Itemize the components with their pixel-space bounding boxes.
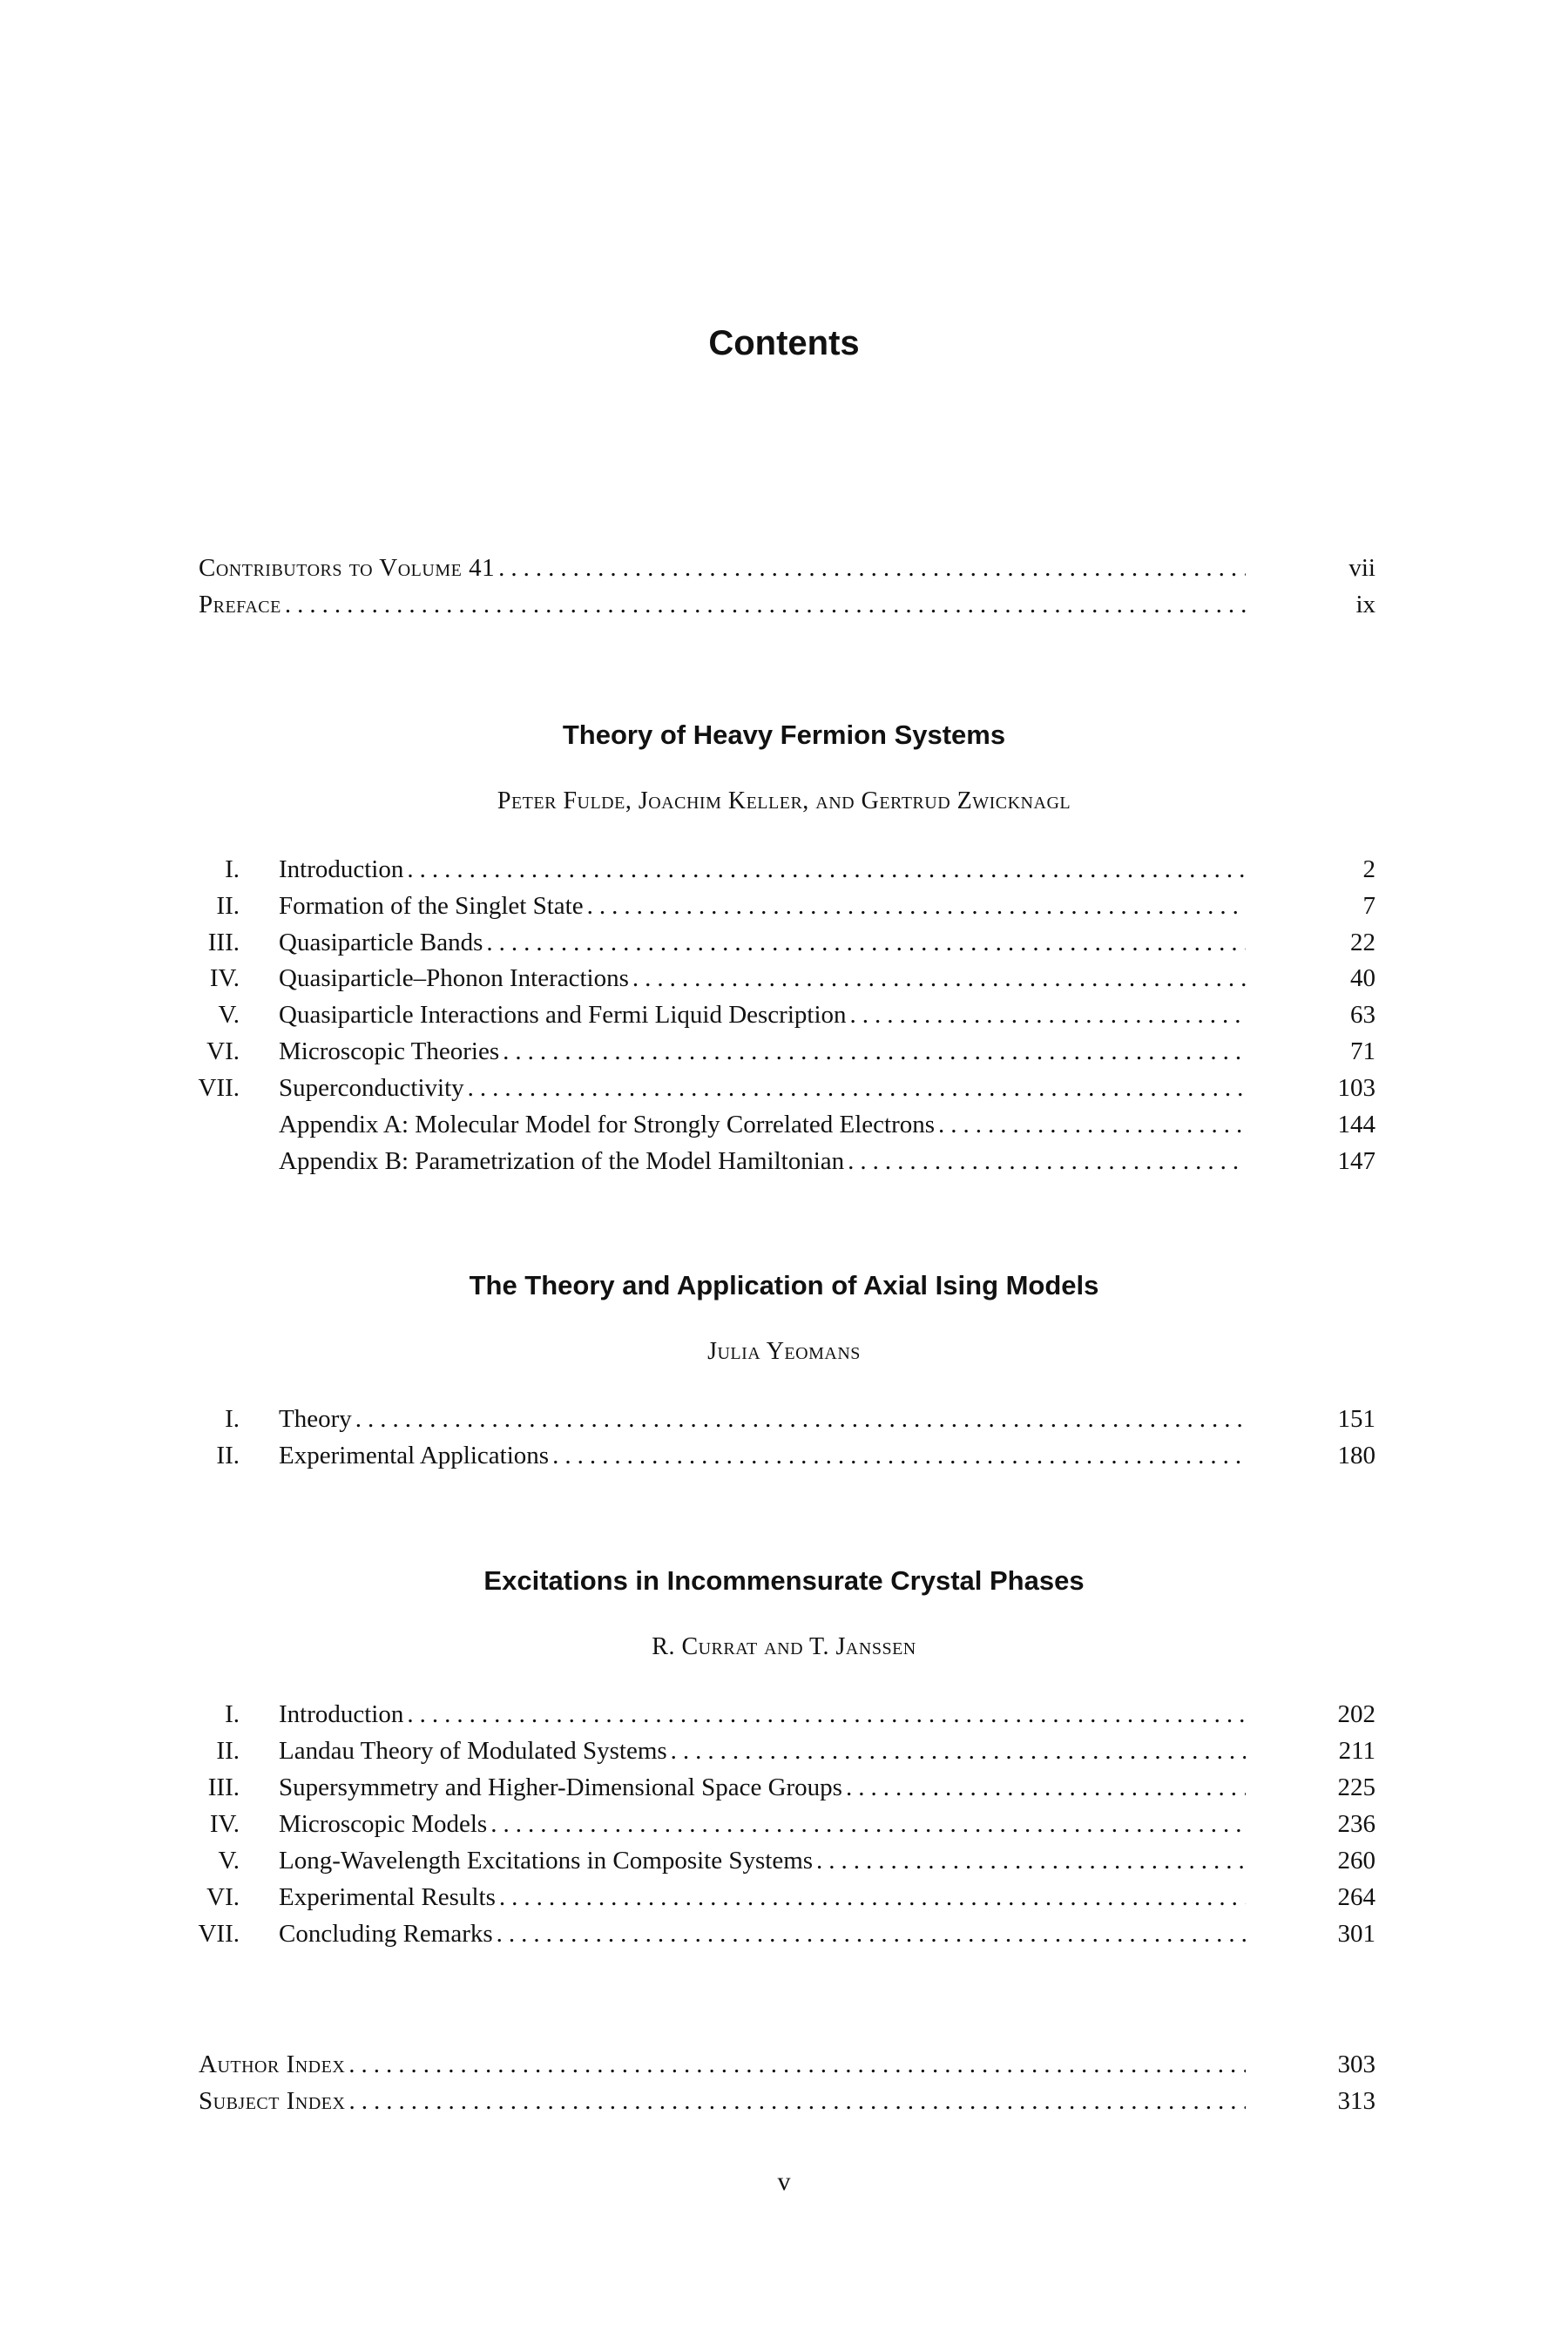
toc-entry[interactable]	[0, 1071, 1568, 1105]
chapter-number: VII.	[198, 1074, 240, 1102]
chapter-number: IV.	[209, 964, 240, 992]
toc-back-entry[interactable]	[0, 2084, 1568, 2118]
toc-entry-label: Introduction	[279, 855, 404, 883]
toc-entry-label: Formation of the Singlet State	[279, 892, 584, 920]
toc-entry-link[interactable]	[279, 1770, 1246, 1805]
toc-entry[interactable]	[0, 1733, 1568, 1768]
toc-page-number: 313	[1337, 2087, 1375, 2115]
toc-entry-label: Landau Theory of Modulated Systems	[279, 1737, 667, 1765]
chapter-number: I.	[225, 1700, 240, 1728]
leader-dots	[464, 1071, 1246, 1105]
toc-page-number: 144	[1337, 1111, 1375, 1138]
toc-entry-link[interactable]	[279, 1107, 1246, 1142]
page-title: Contents	[708, 324, 860, 362]
chapter-number: III.	[207, 929, 240, 956]
toc-entry-link[interactable]	[279, 1733, 1246, 1768]
toc-entry-link[interactable]	[279, 997, 1246, 1032]
toc-page-number: ix	[1355, 591, 1375, 618]
leader-dots	[495, 551, 1246, 585]
toc-entry[interactable]	[0, 1807, 1568, 1841]
leader-dots	[487, 1807, 1246, 1841]
chapter-number: III.	[207, 1773, 240, 1801]
toc-entry[interactable]	[0, 1770, 1568, 1805]
leader-dots	[842, 1770, 1246, 1805]
toc-page-number: 301	[1337, 1920, 1375, 1948]
leader-dots	[345, 2084, 1246, 2118]
toc-page-number: 264	[1337, 1883, 1375, 1911]
toc-entry-label: Preface	[199, 591, 281, 618]
toc-entry-link[interactable]	[279, 961, 1246, 996]
toc-entry-label: Concluding Remarks	[279, 1920, 493, 1948]
toc-entry-label: Microscopic Theories	[279, 1037, 500, 1065]
leader-dots	[847, 997, 1246, 1032]
leader-dots	[549, 1438, 1246, 1473]
toc-entry-label: Author Index	[199, 2050, 346, 2078]
toc-page-number: 103	[1337, 1074, 1375, 1102]
leader-dots	[935, 1107, 1246, 1142]
toc-page-number: 236	[1337, 1810, 1375, 1838]
toc-entry-link[interactable]	[279, 1916, 1246, 1951]
toc-entry-label: Experimental Applications	[279, 1442, 550, 1469]
toc-entry-label: Quasiparticle Interactions and Fermi Liquid Description	[279, 1001, 847, 1029]
leader-dots	[345, 2047, 1246, 2082]
toc-entry[interactable]	[0, 1144, 1568, 1179]
chapter-number: II.	[216, 1737, 240, 1765]
toc-page-number: vii	[1348, 554, 1375, 582]
toc-page-number: 147	[1337, 1147, 1375, 1175]
page-folio: v	[777, 2167, 791, 2196]
toc-entry-link[interactable]	[279, 1071, 1246, 1105]
toc-entry[interactable]	[0, 852, 1568, 887]
toc-entry[interactable]	[0, 1697, 1568, 1732]
toc-entry-link[interactable]	[279, 852, 1246, 887]
section-authors: R. Currat and T. Janssen	[652, 1633, 916, 1660]
toc-entry[interactable]	[0, 888, 1568, 923]
toc-entry-label: Quasiparticle–Phonon Interactions	[279, 964, 629, 992]
toc-entry-label: Experimental Results	[279, 1883, 496, 1911]
chapter-number: VII.	[198, 1920, 240, 1948]
toc-page-number: 260	[1337, 1847, 1375, 1875]
leader-dots	[499, 1034, 1246, 1069]
toc-entry-label: Appendix B: Parametrization of the Model Hamiltonian	[279, 1147, 845, 1175]
toc-entry[interactable]	[0, 1402, 1568, 1436]
leader-dots	[352, 1402, 1246, 1436]
toc-entry-link[interactable]	[199, 2084, 1246, 2118]
chapter-number: I.	[225, 1405, 240, 1433]
toc-entry-link[interactable]	[279, 1144, 1246, 1179]
toc-entry-link[interactable]	[279, 1034, 1246, 1069]
chapter-number: II.	[216, 892, 240, 920]
leader-dots	[844, 1144, 1246, 1179]
toc-page-number: 225	[1337, 1773, 1375, 1801]
toc-entry-label: Quasiparticle Bands	[279, 929, 483, 956]
toc-page-number: 303	[1337, 2050, 1375, 2078]
toc-entry[interactable]	[0, 1916, 1568, 1951]
toc-entry[interactable]	[0, 1034, 1568, 1069]
toc-entry[interactable]	[0, 997, 1568, 1032]
chapter-number: IV.	[209, 1810, 240, 1838]
toc-entry[interactable]	[0, 925, 1568, 960]
leader-dots	[493, 1916, 1246, 1951]
leader-dots	[629, 961, 1246, 996]
chapter-number: II.	[216, 1442, 240, 1469]
toc-page-number: 63	[1350, 1001, 1375, 1029]
leader-dots	[403, 852, 1246, 887]
toc-page-number: 211	[1338, 1737, 1375, 1765]
toc-entry[interactable]	[0, 1438, 1568, 1473]
chapter-number: VI.	[206, 1037, 240, 1065]
toc-entry-label: Microscopic Models	[279, 1810, 488, 1838]
toc-entry-link[interactable]	[279, 1807, 1246, 1841]
section-authors: Peter Fulde, Joachim Keller, and Gertrud Zwicknagl	[497, 787, 1071, 814]
toc-page-number: 202	[1337, 1700, 1375, 1728]
leader-dots	[281, 587, 1246, 622]
toc-entry-link[interactable]	[199, 587, 1246, 622]
toc-front-entry[interactable]	[0, 587, 1568, 622]
toc-entry[interactable]	[0, 1107, 1568, 1142]
leader-dots	[813, 1843, 1246, 1878]
chapter-number: I.	[225, 855, 240, 883]
chapter-number: V.	[218, 1847, 240, 1875]
toc-entry-link[interactable]	[279, 1438, 1246, 1473]
toc-entry-label: Introduction	[279, 1700, 404, 1728]
section-authors: Julia Yeomans	[707, 1338, 861, 1365]
toc-entry-link[interactable]	[279, 1402, 1246, 1436]
toc-page-number: 7	[1362, 892, 1375, 920]
leader-dots	[667, 1733, 1246, 1768]
toc-page-number: 180	[1337, 1442, 1375, 1469]
toc-page-number: 2	[1362, 855, 1375, 883]
toc-entry-label: Subject Index	[199, 2087, 346, 2115]
toc-entry-label: Appendix A: Molecular Model for Strongly Correlated Electrons	[279, 1111, 936, 1138]
section-title: Theory of Heavy Fermion Systems	[562, 719, 1006, 750]
toc-entry[interactable]	[0, 1880, 1568, 1915]
toc-entry-label: Long-Wavelength Excitations in Composite Systems	[279, 1847, 814, 1875]
toc-page-number: 40	[1350, 964, 1375, 992]
chapter-number: VI.	[206, 1883, 240, 1911]
toc-page-number: 22	[1350, 929, 1375, 956]
toc-entry[interactable]	[0, 961, 1568, 996]
toc-entry-link[interactable]	[279, 1697, 1246, 1732]
leader-dots	[483, 925, 1246, 960]
toc-entry-link[interactable]	[279, 888, 1246, 923]
toc-entry-link[interactable]	[199, 551, 1246, 585]
toc-front-entry[interactable]	[0, 551, 1568, 585]
toc-entry-label: Theory	[279, 1405, 352, 1433]
toc-entry-label: Supersymmetry and Higher-Dimensional Space Groups	[279, 1773, 842, 1801]
toc-page-number: 151	[1337, 1405, 1375, 1433]
toc-entry-link[interactable]	[279, 1880, 1246, 1915]
leader-dots	[496, 1880, 1246, 1915]
section-title: The Theory and Application of Axial Ising Models	[469, 1270, 1099, 1300]
toc-entry-label: Contributors to Volume 41	[199, 554, 496, 582]
toc-page-number: 71	[1350, 1037, 1375, 1065]
toc-entry-link[interactable]	[199, 2047, 1246, 2082]
chapter-number: V.	[218, 1001, 240, 1029]
leader-dots	[584, 888, 1246, 923]
toc-entry-link[interactable]	[279, 925, 1246, 960]
toc-entry[interactable]	[0, 1843, 1568, 1878]
section-title: Excitations in Incommensurate Crystal Phases	[483, 1565, 1085, 1596]
toc-entry-label: Superconductivity	[279, 1074, 464, 1102]
toc-back-entry[interactable]	[0, 2047, 1568, 2082]
toc-entry-link[interactable]	[279, 1843, 1246, 1878]
leader-dots	[403, 1697, 1246, 1732]
